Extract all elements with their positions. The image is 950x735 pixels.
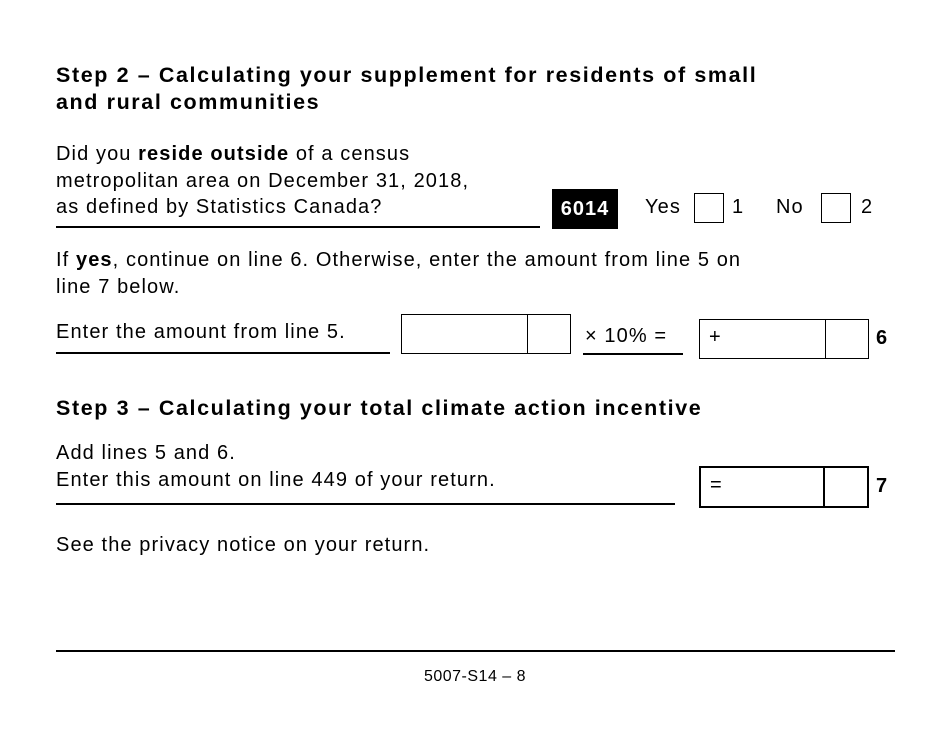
yes-value: 1 bbox=[732, 196, 745, 218]
operator-underline bbox=[583, 353, 683, 355]
step3-instruction-line1: Add lines 5 and 6. bbox=[56, 442, 236, 464]
line7-cents-input[interactable] bbox=[823, 468, 867, 506]
yes-instruction-line2: line 7 below. bbox=[56, 275, 181, 298]
line6-number: 6 bbox=[876, 327, 888, 349]
footer-divider bbox=[56, 650, 895, 652]
residence-question bbox=[56, 141, 469, 221]
line5-cents-input[interactable] bbox=[527, 315, 570, 353]
yes-checkbox[interactable] bbox=[694, 193, 724, 223]
residence-question-line3: as defined by Statistics Canada? bbox=[56, 196, 383, 218]
line5-amount-input[interactable] bbox=[401, 314, 571, 354]
no-label: No bbox=[776, 196, 804, 218]
step3-heading: Step 3 – Calculating your total climate action incentive bbox=[56, 396, 703, 420]
line6-label: Enter the amount from line 5. bbox=[56, 321, 346, 343]
line6-plus-sign: + bbox=[709, 326, 721, 348]
step2-heading-line2: and rural communities bbox=[56, 90, 321, 114]
step3-instruction-line2: Enter this amount on line 449 of your return. bbox=[56, 468, 496, 491]
residence-question-line2: metropolitan area on December 31, 2018, bbox=[56, 169, 470, 192]
residence-question-line1 bbox=[56, 141, 469, 168]
line6-amount-input[interactable] bbox=[699, 319, 869, 359]
line7-equals-sign: = bbox=[710, 474, 722, 496]
line7-total-input[interactable] bbox=[699, 466, 869, 508]
line7-number: 7 bbox=[876, 475, 888, 497]
footer-form-id: 5007-S14 – 8 bbox=[423, 668, 527, 685]
yes-instruction bbox=[56, 247, 741, 300]
instruction-emphasis: yes bbox=[75, 249, 113, 271]
question-text: Did you bbox=[56, 143, 139, 165]
yes-label: Yes bbox=[645, 196, 681, 218]
line6-label-underline bbox=[56, 352, 390, 354]
no-checkbox[interactable] bbox=[821, 193, 851, 223]
no-value: 2 bbox=[861, 196, 874, 218]
line6-operator: × 10% = bbox=[585, 325, 668, 347]
step2-heading bbox=[56, 62, 757, 116]
step3-underline bbox=[56, 503, 675, 505]
privacy-note: See the privacy notice on your return. bbox=[56, 534, 431, 556]
question-underline bbox=[56, 226, 540, 228]
question-text: of a census bbox=[289, 143, 411, 165]
instruction-text: , continue on line 6. Otherwise, enter the amount from line 5 on bbox=[112, 249, 742, 271]
field-code-badge: 6014 bbox=[552, 189, 618, 229]
step2-heading-line1: Step 2 – Calculating your supplement for residents of small bbox=[56, 63, 758, 87]
step3-instructions bbox=[56, 440, 496, 493]
yes-instruction-line1 bbox=[56, 247, 741, 274]
instruction-text: If bbox=[56, 249, 76, 271]
question-emphasis: reside outside bbox=[138, 143, 290, 165]
line6-cents-input[interactable] bbox=[825, 320, 868, 358]
